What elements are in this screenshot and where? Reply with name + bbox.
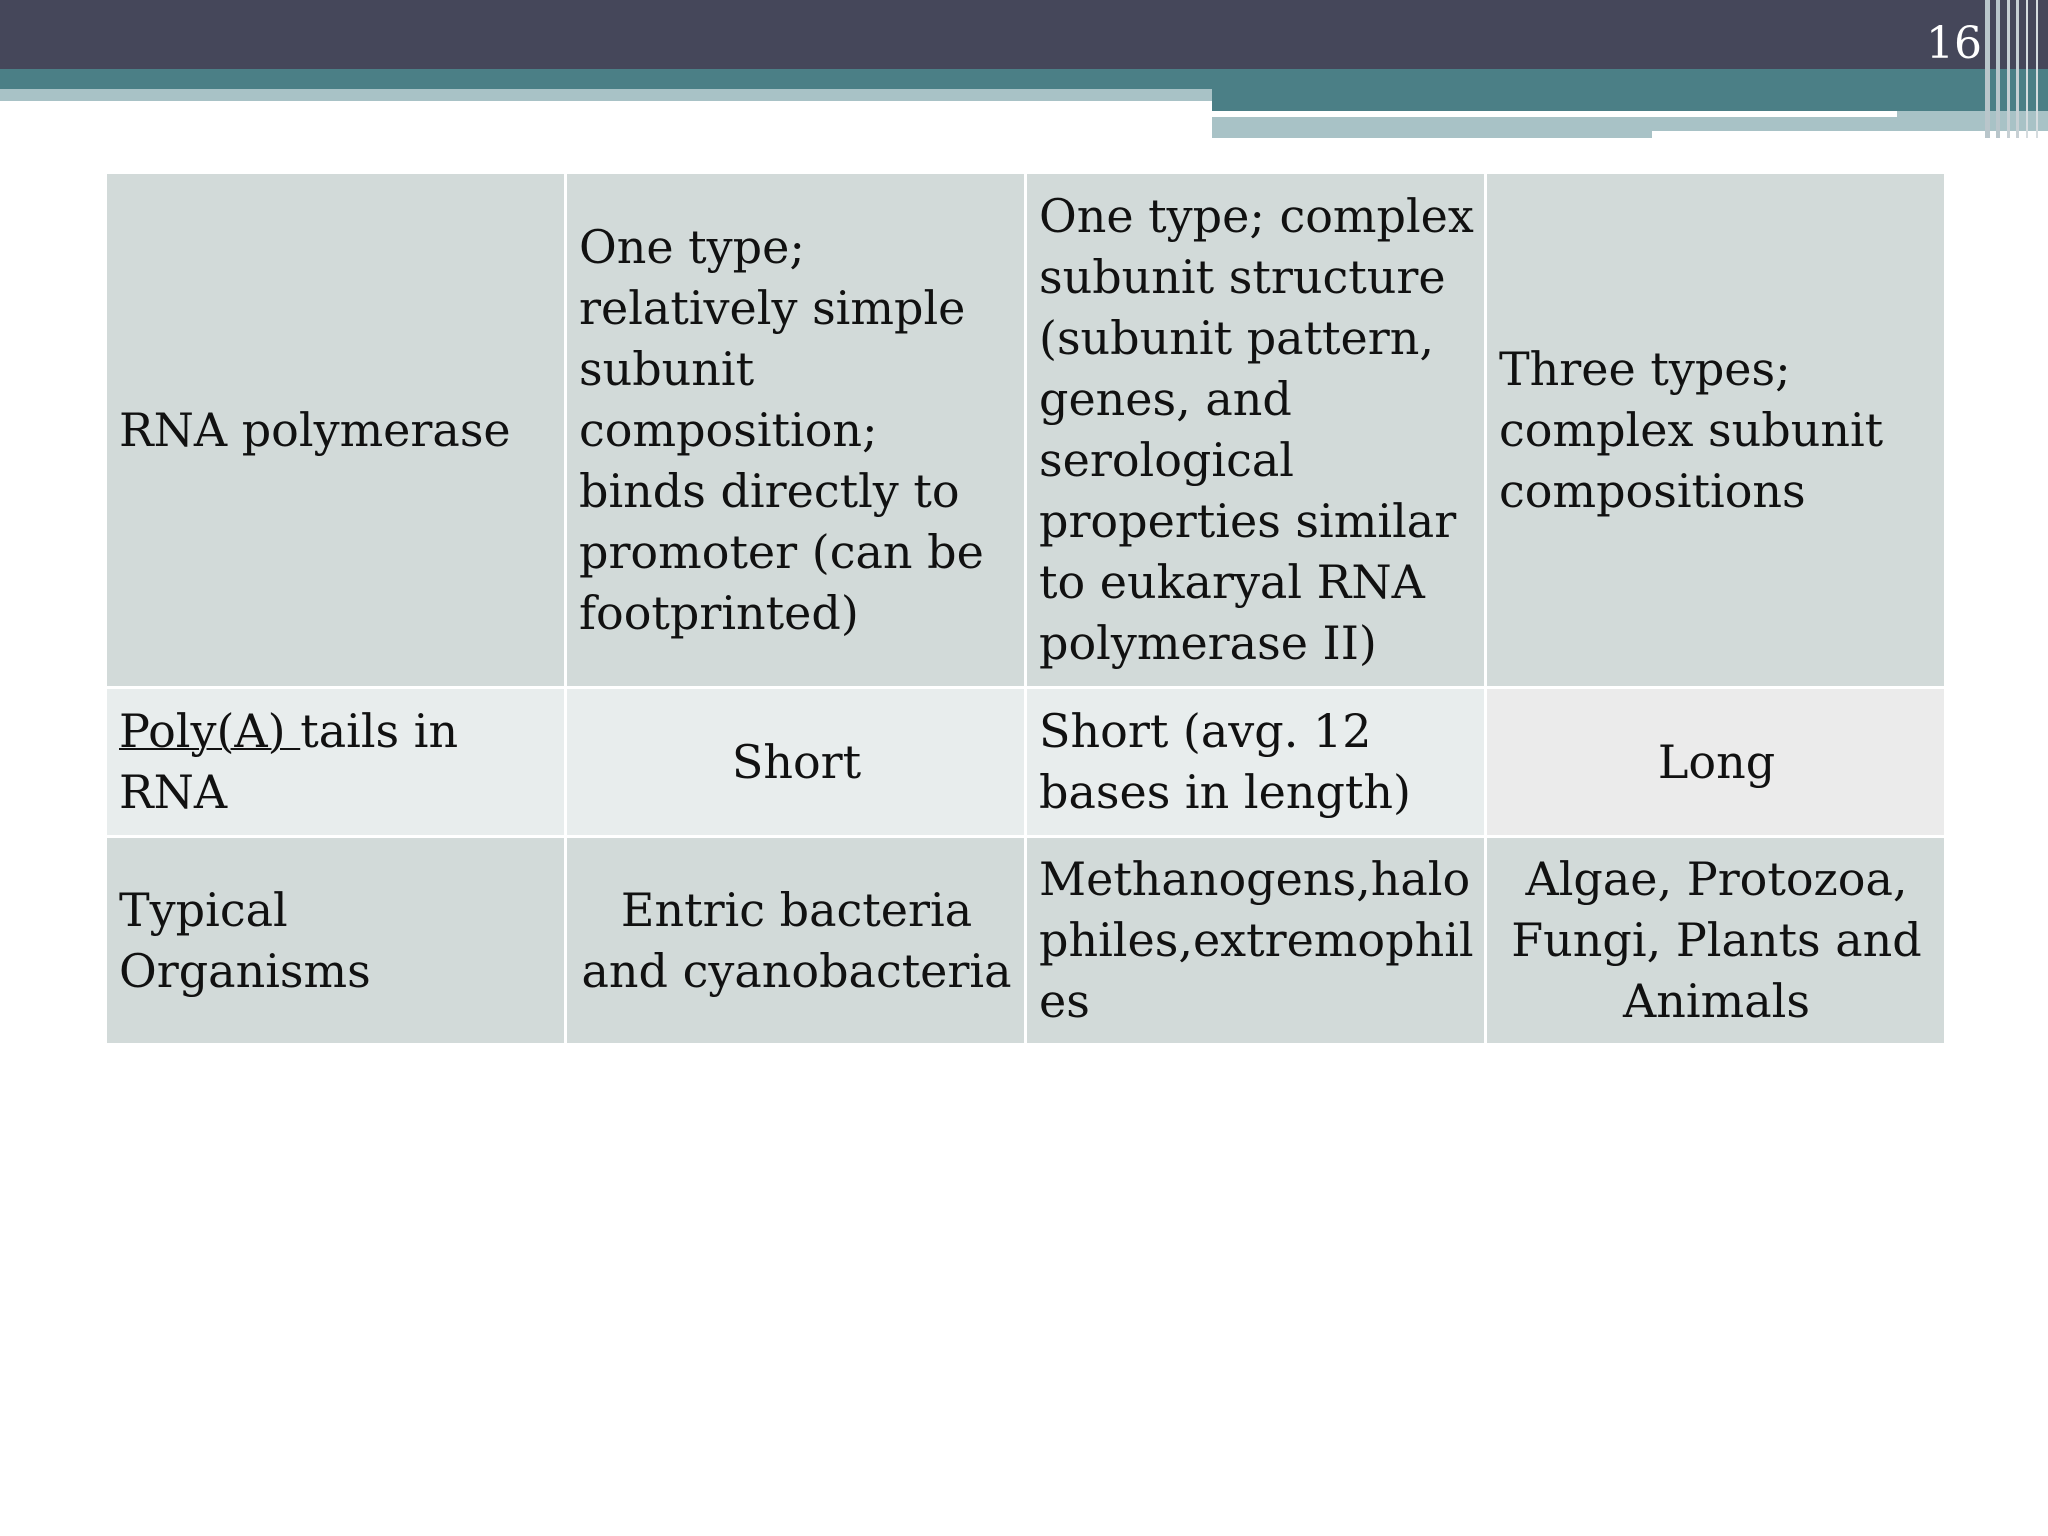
eukarya-cell: Algae, Protozoa, Fungi, Plants and Animals [1486,837,1946,1045]
header-vertical-rule [2016,0,2019,138]
bacteria-cell: Short [566,688,1026,837]
eukarya-cell: Long [1486,688,1946,837]
archaea-cell: Short (avg. 12 bases in length) [1026,688,1486,837]
slide-page-number: 16 [1926,18,1982,69]
table-row [106,688,1946,837]
comparison-table [104,171,1947,1046]
archaea-cell: One type; complex subunit structure (subunit pattern, genes, and serological properties similar to eukaryal RNA polymerase II) [1026,173,1486,688]
header-bar [0,0,2048,69]
header-vertical-rule [2036,0,2038,138]
header-vertical-rule [2026,0,2028,138]
bacteria-cell: One type; relatively simple subunit composition; binds directly to promoter (can be footprinted) [566,173,1026,688]
archaea-cell: Methanogens,halophiles,extremophiles [1026,837,1486,1045]
row-header-text: tails in RNA [119,704,459,819]
header-vertical-rule [1985,0,1990,138]
row-header-cell: Typical Organisms [106,837,566,1045]
eukarya-cell: Three types; complex subunit compositions [1486,173,1946,688]
header-vertical-rule [2007,0,2010,138]
table-row [106,173,1946,688]
row-header-cell: RNA polymerase [106,173,566,688]
header-light-stripe [0,89,1212,101]
table-row [106,837,1946,1045]
row-header-cell [106,688,566,837]
bacteria-cell: Entric bacteria and cyanobacteria [566,837,1026,1045]
underlined-term: Poly(A) [119,704,301,758]
header-accent-stripe [0,69,2048,89]
header-accent-block [1212,89,2048,111]
header-vertical-rule [1996,0,2000,138]
header-divider-line [1212,111,1897,117]
